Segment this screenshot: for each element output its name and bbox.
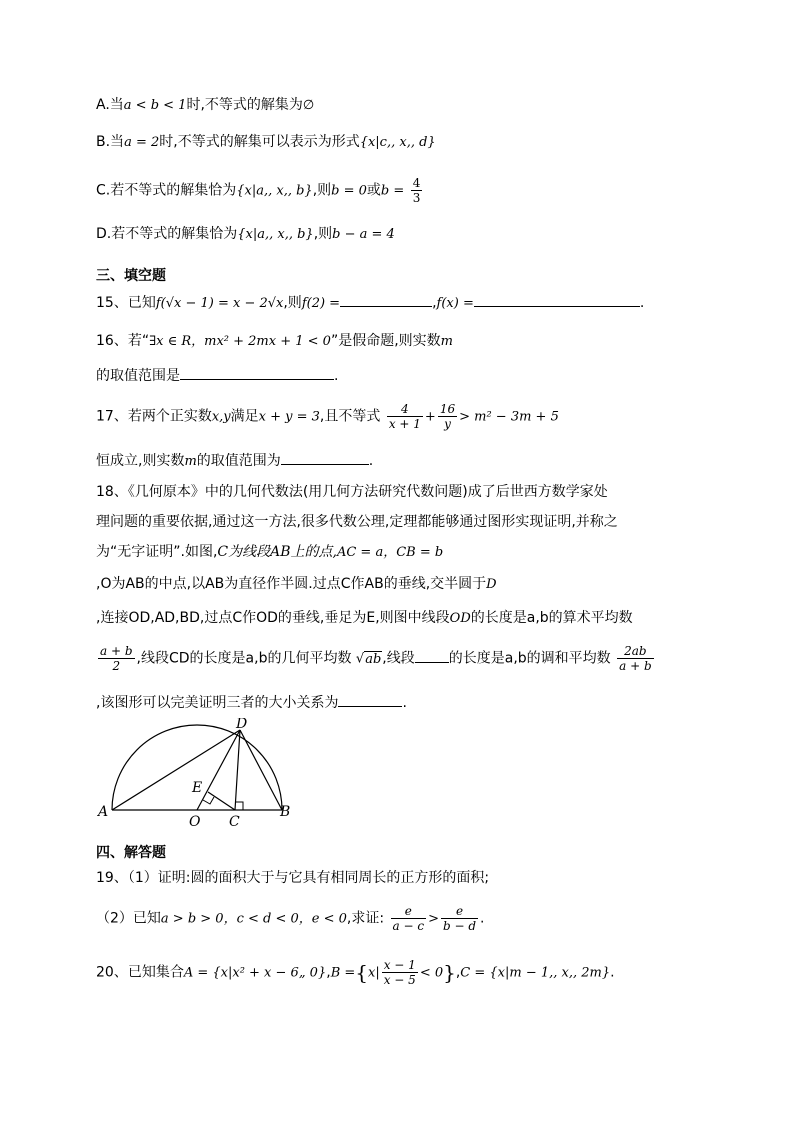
option-b: B.当a = 2时,不等式的解集可以表示为形式{x|c,, x,, d} xyxy=(96,134,436,150)
question-17-cont: 恒成立,则实数m的取值范围为 . xyxy=(96,450,373,472)
question-20: 20、已知集合A = {x|x² + x − 6„ 0},B ={x| $\frac{x - 1}{x - 5}$ < 0},C = {x|m − 1,, x,, 2m}. xyxy=(96,958,615,987)
segment-cd xyxy=(235,730,240,810)
answer-blank[interactable] xyxy=(415,648,449,663)
question-18-line4: ,O为AB的中点,以AB为直径作半圆.过点C作AB的垂线,交半圆于D xyxy=(96,576,497,592)
label-b: B xyxy=(280,804,291,820)
label-d: D xyxy=(236,718,248,732)
section-answer-heading: 四、解答题 xyxy=(96,845,166,861)
segment-od xyxy=(197,730,240,810)
option-a: A.当a < b < 1时,不等式的解集为∅ xyxy=(96,97,315,113)
question-19-part2: （2）已知a > b > 0，c < d < 0，e < 0,求证: $\frac{e}{a - c}$ > $\frac{e}{b - d}$ . xyxy=(96,904,485,933)
question-16: 16、若“∃x ∈ R，mx² + 2mx + 1 < 0”是假命题,则实数m xyxy=(96,333,453,349)
label-e: E xyxy=(192,780,203,796)
answer-blank[interactable] xyxy=(281,450,369,465)
answer-blank[interactable] xyxy=(180,365,334,380)
question-18-line7: ,该图形可以完美证明三者的大小关系为 . xyxy=(96,692,407,713)
right-angle-mark-c xyxy=(235,802,243,810)
question-17: 17、若两个正实数x,y满足x + y = 3,且不等式 $\frac{4}{x + 1}$ + $\frac{16}{y}$ > m² − 3m + 5 xyxy=(96,402,559,431)
question-19-part1: 19、（1）证明:圆的面积大于与它具有相同周长的正方形的面积; xyxy=(96,870,490,886)
label-o: O xyxy=(189,814,201,830)
label-c: C xyxy=(229,814,240,830)
segment-ad xyxy=(112,730,240,810)
question-18-line2: 理问题的重要依据,通过这一方法,很多代数公理,定理都能够通过图形实现证明,并称之 xyxy=(96,514,618,530)
segment-bd xyxy=(240,730,282,810)
label-a: A xyxy=(98,804,109,820)
right-angle-mark-e xyxy=(203,797,214,804)
semicircle-figure xyxy=(90,718,310,834)
question-16-cont: 的取值范围是 . xyxy=(96,365,338,386)
question-15: 15、已知f(√x − 1) = x − 2√x,则f(2) = ,f(x) = . xyxy=(96,292,644,314)
question-18-line3: 为“无字证明”.如图,C为线段AB上的点,AC = a，CB = b xyxy=(96,544,444,560)
answer-blank[interactable] xyxy=(340,292,432,307)
answer-blank[interactable] xyxy=(474,292,640,307)
answer-blank[interactable] xyxy=(338,692,402,707)
question-18-line6: $\frac{a + b}{2}$ ,线段CD的长度是a,b的几何平均数 √ab,线段 的长度是a,b的调和平均数 $\frac{2ab}{a + b}$ xyxy=(100,644,652,673)
option-c: C.若不等式的解集恰为{x|a,, x,, b},则b = 0或b = $\frac{4}{3}$ xyxy=(96,176,421,205)
question-18-line5: ,连接OD,AD,BD,过点C作OD的垂线,垂足为E,则图中线段OD的长度是a,b的算术平均数 xyxy=(96,610,633,626)
question-18-line1: 18、《几何原本》中的几何代数法(用几何方法研究代数问题)成了后世西方数学家处 xyxy=(96,484,608,500)
section-fill-in-heading: 三、填空题 xyxy=(96,268,166,284)
option-d: D.若不等式的解集恰为{x|a,, x,, b},则b − a = 4 xyxy=(96,226,395,242)
semicircle-arc xyxy=(112,725,282,810)
